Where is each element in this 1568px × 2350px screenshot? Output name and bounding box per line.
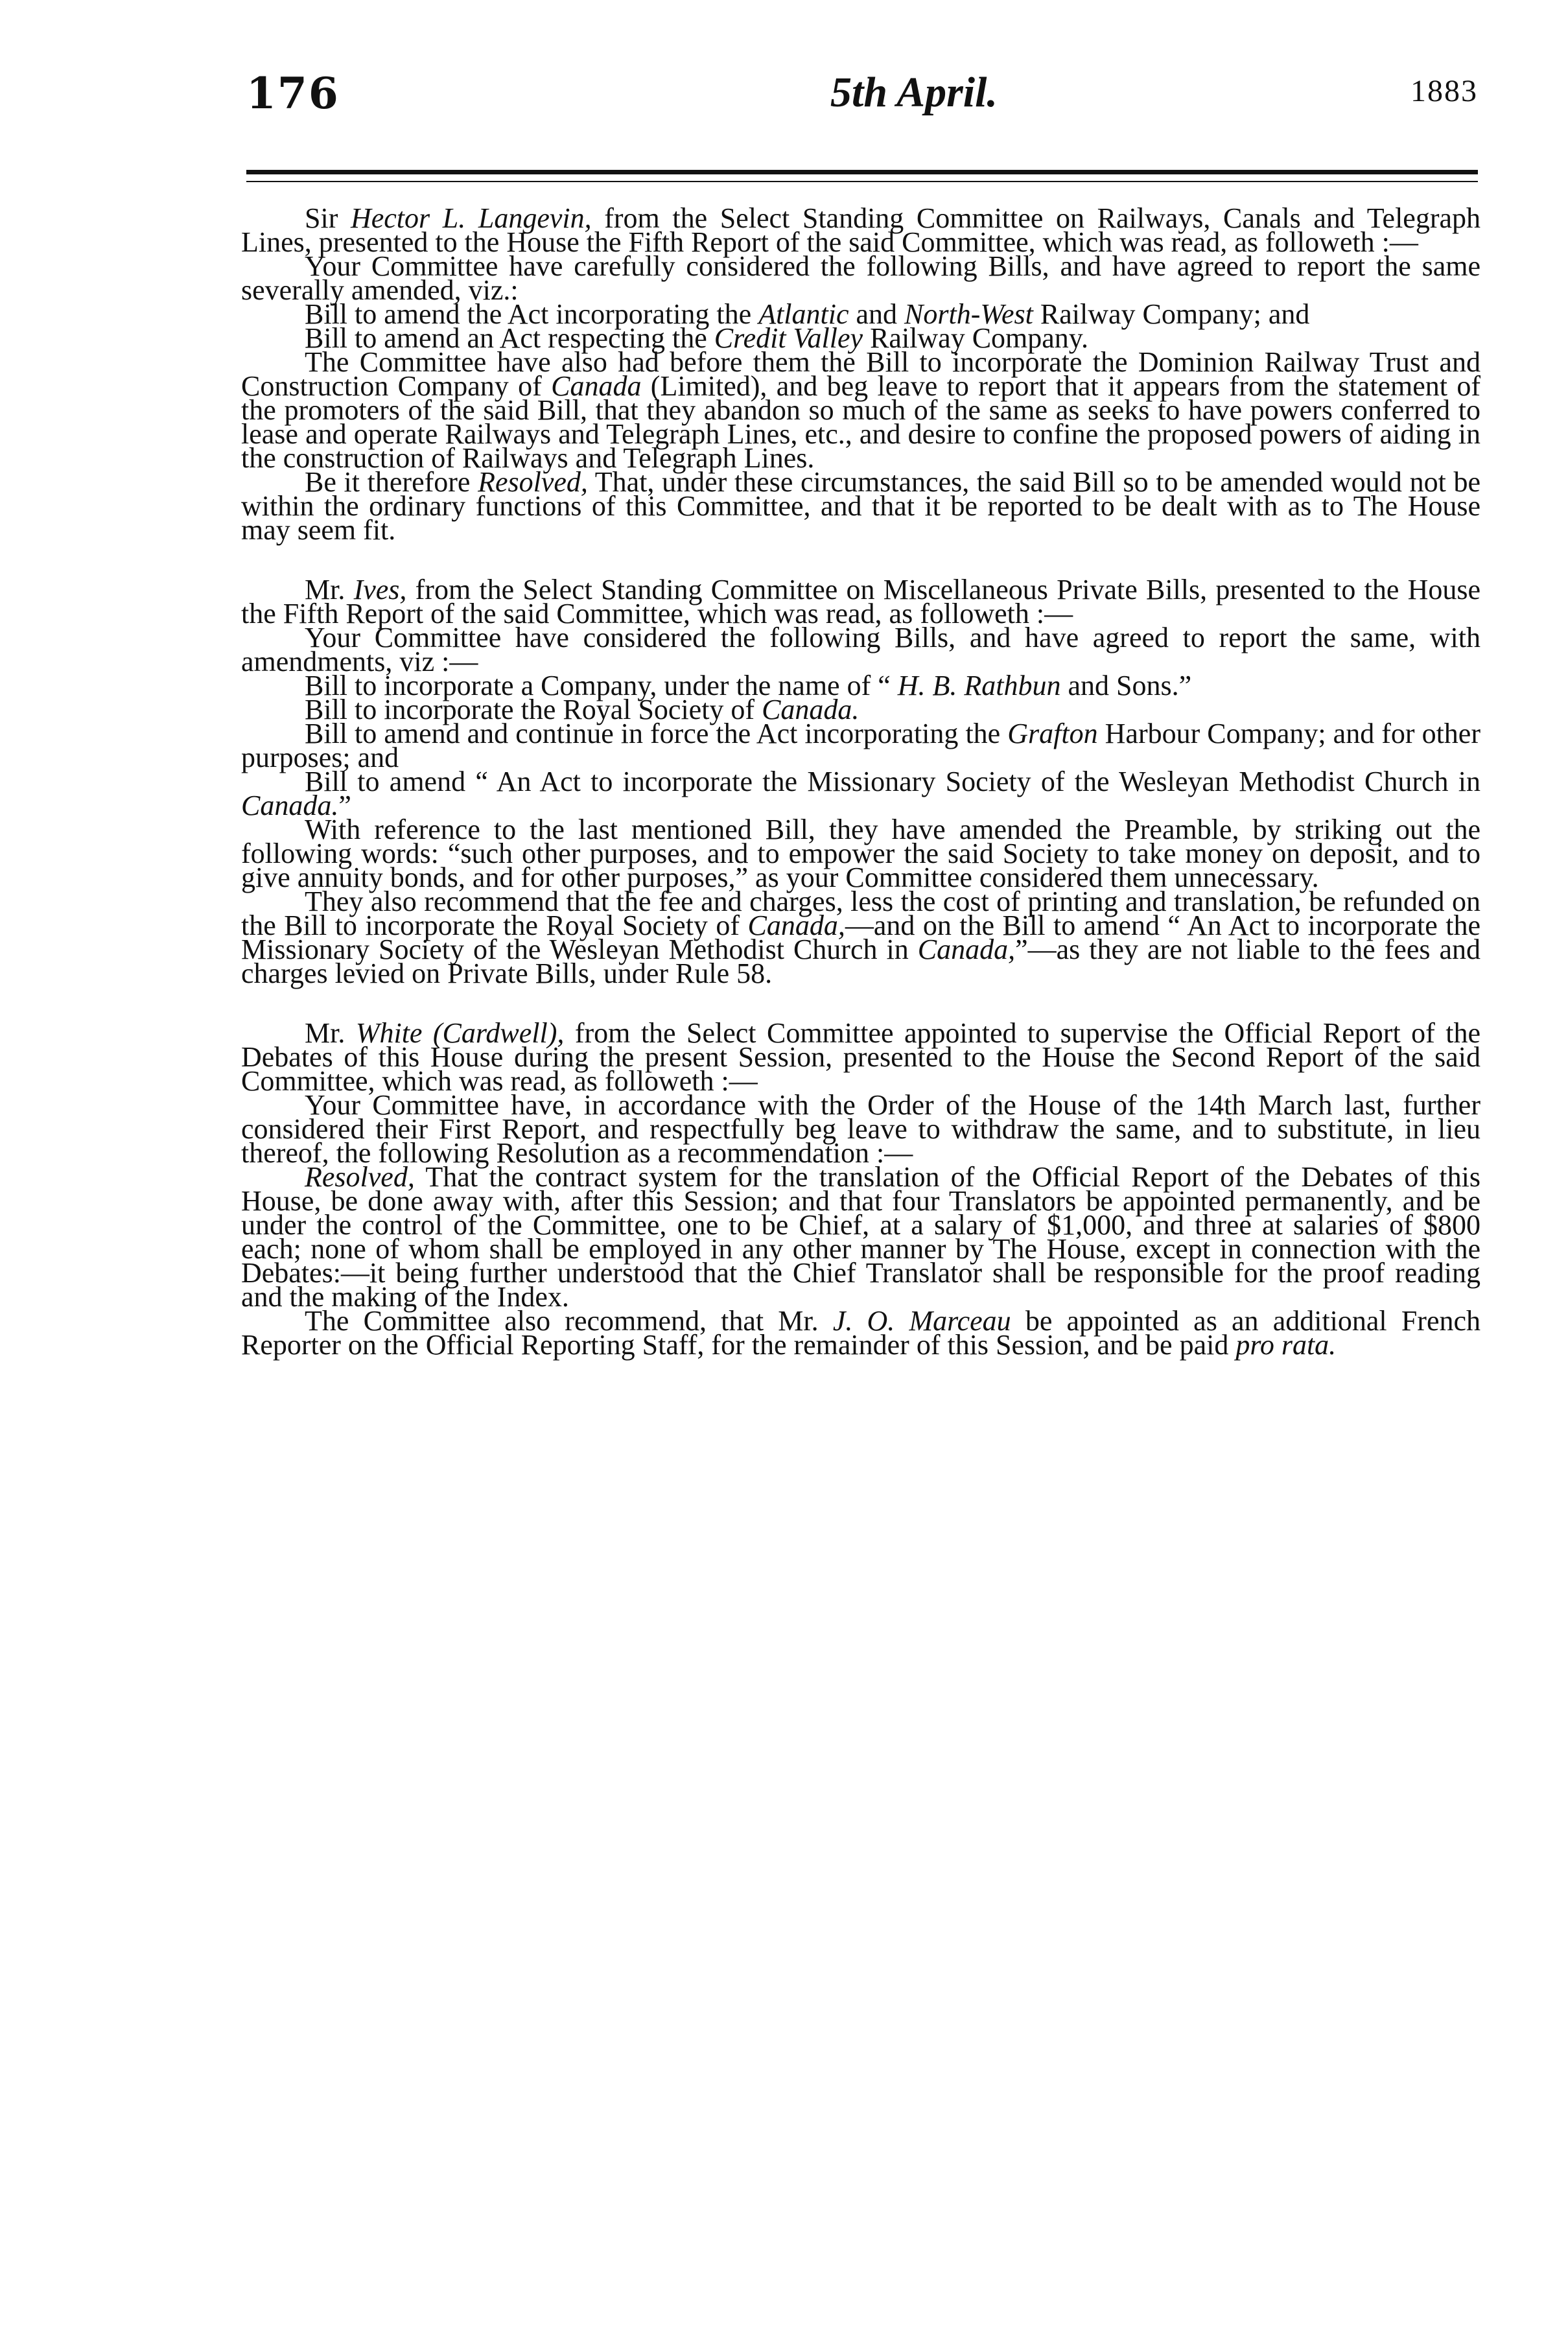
- journal-body: [241, 202, 1481, 1361]
- paragraph: They also recommend that the fee and charges, less the cost of printing and translation, be refunded on the Bill to incorporate the Royal Society of Canada,—and on the Bill to amend “ An Act to incorporate the Missionary Society of the Wesleyan Methodist Church in Canada,”—as they are not liable to the fees and charges levied on Private Bills, under Rule 58.: [241, 886, 1481, 989]
- bill-item: Bill to incorporate the Royal Society of Canada.: [305, 694, 860, 725]
- header-rule-thin: [246, 181, 1478, 182]
- page-date: 5th April.: [830, 69, 998, 116]
- page-number: 176: [246, 68, 340, 119]
- paragraph: Your Committee have, in accordance with the Order of the House of the 14th March last, further considered their First Report, and respectfully beg leave to withdraw the same, and to substitute, in lieu thereof, the following Resolution as a recommendation :—: [241, 1089, 1480, 1169]
- bill-item: Bill to amend “ An Act to incorporate the Missionary Society of the Wesleyan Methodist Church in Canada.”: [241, 766, 1480, 821]
- paragraph: Mr. White (Cardwell), from the Select Committee appointed to supervise the Official Report of the Debates of this House during the present Session, presented to the House the Second Report of the said Committee, which was read, as followeth :—: [241, 1017, 1480, 1097]
- bill-item: Bill to incorporate a Company, under the name of “ H. B. Rathbun and Sons.”: [305, 670, 1192, 701]
- paragraph: Be it therefore Resolved, That, under these circumstances, the said Bill so to be amended would not be within the ordinary functions of this Committee, and that it be reported to be dealt with as to The House may seem fit.: [241, 466, 1480, 546]
- paragraph: Sir Hector L. Langevin, from the Select Standing Committee on Railways, Canals and Telegraph Lines, presented to the House the Fifth Report of the said Committee, which was read, as followeth :—: [241, 202, 1481, 258]
- paragraph: With reference to the last mentioned Bill, they have amended the Preamble, by striking out the following words: “such other purposes, and to empower the said Society to take money on deposit, and to give annuity bonds, and for other purposes,” as your Committee considered them unnecessary.: [241, 814, 1480, 893]
- member-name: Ives,: [353, 574, 407, 605]
- bill-item: Bill to amend and continue in force the Act incorporating the Grafton Harbour Company; and for other purposes; and: [241, 718, 1480, 773]
- paragraph: Your Committee have carefully considered the following Bills, and have agreed to report the same severally amended, viz.:: [241, 250, 1480, 306]
- paragraph: Resolved, That the contract system for the translation of the Official Report of the Debates of this House, be done away with, after this Session; and that four Translators be appointed permanently, and be under the control of the Committee, one to be Chief, at a salary of $1,000, and three at salaries of $800 each; none of whom shall be employed in any other manner by The House, except in connection with the Debates:—it being further understood that the Chief Translator shall be responsible for the proof reading and the making of the Index.: [241, 1161, 1480, 1313]
- page-header: [246, 68, 1478, 139]
- paragraph: The Committee have also had before them the Bill to incorporate the Dominion Railway Trust and Construction Company of Canada (Limited), and beg leave to report that it appears from the statement of the promoters of the said Bill, that they abandon so much of the same as seeks to have powers conferred to lease and operate Railways and Telegraph Lines, etc., and desire to confine the proposed powers of aiding in the construction of Railways and Telegraph Lines.: [241, 346, 1480, 474]
- paragraph: Your Committee have considered the following Bills, and have agreed to report the same, with amendments, viz :—: [241, 622, 1480, 677]
- page-year: 1883: [1410, 74, 1478, 108]
- paragraph: The Committee also recommend, that Mr. J. O. Marceau be appointed as an additional French Reporter on the Official Reporting Staff, for the remainder of this Session, and be paid pro rata.: [241, 1305, 1480, 1361]
- paragraph: Mr. Ives, from the Select Standing Committee on Miscellaneous Private Bills, presented to the House the Fifth Report of the said Committee, which was read, as followeth :—: [241, 574, 1480, 629]
- bill-item: Bill to amend an Act respecting the Credit Valley Railway Company.: [305, 322, 1088, 354]
- bill-item: Bill to amend the Act incorporating the Atlantic and North-West Railway Company; and: [305, 298, 1310, 330]
- header-rule-thick: [246, 170, 1478, 174]
- member-name: Hector L. Langevin,: [350, 202, 592, 234]
- member-name: White (Cardwell),: [355, 1017, 565, 1049]
